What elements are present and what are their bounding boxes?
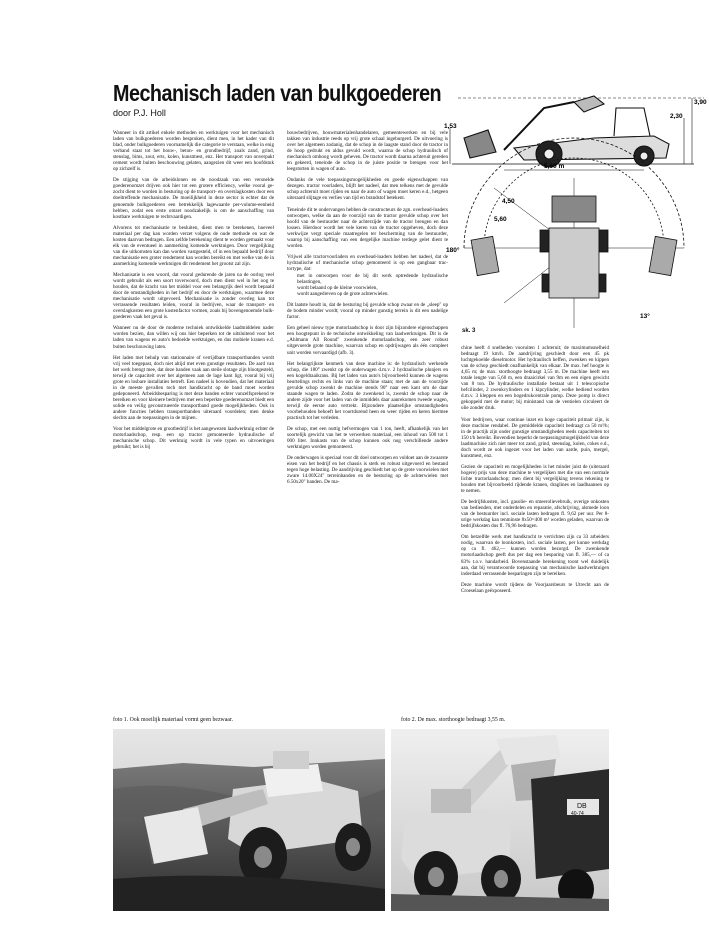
paragraph: bouwbedrijven, bouwmaterialenhandelaren, gemeentewerken en bij vele takken van industrie reeds op vrij grote schaal ingeburgerd. De uitvoering is over het algemeen zodanig, dat de schop in de laagste stand door de tractor in de hoop gedrukt en aldus gevuld wordt, waarna de schop hydraulisch of mechanisch omhoog wordt geheven. De tractor wordt daarna achteruit gereden en gekeerd, teneinde de schop in de juiste positie te brengen voor het leegstorten in wagen of auto.	[287, 130, 448, 173]
text-column-1	[113, 130, 274, 712]
side-view	[450, 96, 704, 170]
paragraph: Een geheel nieuw type motorlaadschop is door zijn bijzondere eigenschappen een hoogtepunt in de technische ontwikkeling van laadwerktuigen. Dit is de „Ahlmann All Round" zwenkende motorlaadschop, een zeer robust uitgevoerde grote machine, waarvan schop en opdrijwagen als één compleet unit worden vervaardigd (afb. 3).	[287, 325, 448, 356]
dimension-label: 5,60	[494, 216, 507, 223]
photo-caption-1: foto 1. Ook moeilijk materiaal vormt geen bezwaar.	[113, 717, 233, 723]
paragraph: Dit laatste houdt in, dat de besturing bij gevulde schop zwaar en de „sleep" op de bodem minder wordt; vooral op minder gunstig terrein is dit een nadelige factor.	[287, 302, 448, 321]
photo-loader-truck	[391, 729, 609, 911]
dimension-label: 3,90	[694, 99, 707, 106]
dimension-label: 13°	[640, 313, 650, 320]
paragraph: Mechanisatie is een woord, dat vooral gedurende de jaren na de oorlog veel wordt gebruikt als een soort toverwoord, doch men dient wel in het oog te houden, dat de kracht van het middel voor een belangrijk deel wordt bepaald door de omstandigheden in het bedrijf en door de werktuigen, waarmee deze mechanisatie wordt uitgevoerd. Mechanisatie is zonder overleg kan tot verrassende resultaten leiden, vooral in bedrijven, waar de transport- en overslagkosten een grote kostenfactor vormen, zoals bij bovengenoemde bulkgoederen vaak het geval is.	[113, 271, 274, 321]
dimension-label: 2,30	[670, 113, 683, 120]
paragraph: Voor het middelgrote en grootbedrijf is het aangewezen laadwerktuig echter de motorlaadschop, resp. een op tractor gemonteerde hydraulische of mechanische schop. Dit werktuig wordt in vele typen en uitvoeringen gebruikt; het is bij	[113, 426, 274, 451]
list-item: wordt aangedreven op de grote achterwielen.	[297, 291, 389, 298]
paragraph: Teneinde dit te ondervangen hebben de constructeurs de zgn. overhead-loaders ontworpen, welke da aan de voorzijd van de tractor gevulde schop over het hoofd van de bestuurder naar de achterzijde van de tractor brengen en dan lossen. Hierdoor wordt het vele keren van de tractor opgeheven, doch deze werkwijze vergt speciale maatregelen ter bescherming van de bestuurder, waarop bij aanschaffing van een dergelijke machine terdege gelet dient te worden.	[287, 206, 448, 249]
paragraph: chine heeft 4 snelheden vooruiten 1 achteruit; de maximumsnelheid bedraagt 19 km/h. De aandrijving geschiedt door een 45 pk luchtgekoelde dieselmotor. Het hydraulisch heffen, zwenken en kippen van de schop geschiedt onafhankelijk van elkaar. De max. hef hoogte is 4,65 m; de max. storthoogte bedraagt 3,55 m. De machine heeft een totale lengte van 5,60 m, een draaicirkel van 9m en een eigen gewicht van 8 ton. De hydraulische installatie bestaat uit 1 telescopische hefcilinder, 2 zwenkcylinders en 1 kipcylinder, welke bediend worden d.m.v. 3 kleppen en een hogedrukcentrale pomp. Deze pomp is direct gekoppeld met de motor; bij ministand van de ventielen circuleert de olie zonder druk.	[461, 345, 609, 412]
text-column-3	[461, 345, 609, 712]
technical-drawing	[444, 78, 709, 346]
dimension-label: 180°	[446, 247, 460, 254]
photo-loader-field	[113, 729, 385, 911]
paragraph: Gezien de capaciteit en mogelijkheden is het minder juist de (uiteraard hogere) prijs van deze machine te vergelijken met die van een normale lichte tractorlaadschop; men dient bij vergelijking tevens rekening te houden met bijvoorbeeld rijdende kranen, draglines en laadbaansen op te nemen.	[461, 463, 609, 495]
dimension-label: 5,60 m	[544, 163, 565, 170]
paragraph: De onderwagen is speciaal voor dit doel ontworpen en voldoet aan de zwaarste eisen van het bedrijf en het chassis is sterk en robust uitgevoerd en bestand tegen hoge belasting. De aandrijving geschiedt het op de grote voorwielen met zware 14.00X24" terreinbanden en de besturing op de achterwielen met 6.50x20" banden. De ma-	[287, 455, 448, 486]
drawing-label: sk. 3	[462, 328, 476, 334]
dimension-label: 4,50	[502, 198, 515, 205]
paragraph: Voor bedrijven, waar continue inzet en hoge capaciteit primair zijn, is deze machine rendabel. De gemiddelde capaciteit bedraagt ca 50 m³/h; in de practijk zijn onder gunstige omstandigheden reeds capaciteiten tot 150 t/h bereikt. Bovendien beperkt de toepassingsmogelijkheid van deze laadmachine zich niet meer tot zand, grind, steenslag, kolen, cokes e.d., doch wordt ze ook ingezet voor het laden van aarde, puin, mergel, kunstmest, enz.	[461, 416, 609, 459]
article-byline: door P.J. Holl	[113, 108, 166, 118]
paragraph: Wanneer in dit artikel enkele methoden en werktuigen voor het mechanisch laden van bulkgoederen worden besproken, dient men, in het kader van dit blad, onder bulkgoederen voornamelijk die categorie te verstaan, welke in enig verband staat tot het bouw-, beton- en grondbedrijf, zoals zand, grind, stenslag, bims, zout, erts, kolen, kunstmest, enz. Het transport van onverpakt cement wordt buiten beschouwing gelaten, aangezien dit weer een hoofdstuk op zichzelf is.	[113, 130, 274, 173]
paragraph: De schop, met een nuttig hefvermogen van 1 ton, heeft, afhankelijk van het soortelijk gewicht van het te verwerken materiaal, een inhoud van 500 tot 1 000 liter. Innkasts van de schop kunnen ook nog verschillende andere werktuigen worden gemonteerd.	[287, 426, 448, 451]
plan-view	[464, 138, 684, 328]
list-item: wordt belaand op de kleine voorwielen,	[297, 285, 378, 292]
paragraph: Deze machine wordt tijdens de Voorjaarsbeurs te Utrecht aan de Croeselaan geëxposeerd.	[461, 581, 609, 594]
paragraph: De bedrijfskosten, incl. gasolie- en smeerolievebruik, overige onkosten van bedienden, met onderdelen en reparatie, afschrijving, alsmede loon van de bestuurder incl. sociale lasten bedragen fl. 9,62 per uur. Per 8-urige werkdag kan tenminste 8x50=400 m³ worden geladen, waarvan de bedrijfskosten dus fl. 76,96 bedragen.	[461, 499, 609, 530]
text-column-2	[287, 130, 448, 712]
list-item: met in ontworpen voor de bij dit werk optredende hydraulische belastingen,	[297, 272, 448, 286]
paragraph: De stijging van de arbeidslonen en de noodzaak van een versnelde goederenomzet drijven ook hier tot een grotere efficiency, welke vooral gezocht dient te worden in besturing op de transport- en overslagkosten door een doeltreffende mechanisatie. De moeilijkheid in deze sector is echter dat de genoemde bulkgoederen een betrekkelijk lagewaarde per-volume-eenheid hebben, zodat een erste omzet noodzakelijk is om de aanschaffing van kostbare werktuigen te rechtvaardigen.	[113, 177, 274, 220]
truck-plate-line-2: 40-74	[571, 811, 584, 817]
paragraph: Het laden met behulp van stationnaire of verrijdbare transportbanden wordt vrij veel toegepast, doch niet altijd met even gunstige resultaten. De aard van het werk brengt mee, dat deze banden vaak aan steile slotage zijn blootgesteld, terwijl de capaciteit over het algemeen aan de lage kant ligt, vooral bij vrij grote en losbare installaties betreft. Een nadeel is bovendien, dat het materiaal in de meeste gevallen toch met handkracht op de band moet worden gedeponeerd. Arbeidsbesparing is met deze banden echter vanzelfsprekend te bereiken en voor kleinere bedrijven met een beperkte goederenomzet biedt een solide en veilig geconstrueerde transportband goede mogelijkheden. Ook in andere functies hebben transportbanden uiteraard voordelen; men denke slechts aan de toepassingen in de mijnen.	[113, 354, 274, 422]
paragraph: Ondanks de vele toepassingsmogelijkheden en goede eigenschappen van dezegen. tractor voorladers, blijft het nadeel, dat men telkens met de gevulde schop achteruit moet rijden en naar de auto of wagen moet keren e.d., hetgeen uiteraard slijtage en verlies van tijd en brandstof betekent.	[287, 177, 448, 202]
paragraph: Alvorens tot mechanisatie te besluiten, dient men te berekenen, hoeveel materiaal per dag kan worden verzet volgens de oude methode en wat de kosten daarvan bedragen. Een zelfde berekening dient te worden gemaakt voor elk van de eventueel in aanmerking komende werktuigen. Door vergelijking van die uitkomsten kan dan worden vastgesteld, of in een bepaald bedrijf door mechanisatie een groter rendement kan worden bereikt en met welke van de in aanmerking komende werktuigen dit rendement het grootst zal zijn.	[113, 224, 274, 267]
article-title: Mechanisch laden van bulkgoederen	[113, 80, 442, 106]
paragraph: Het belangrijkste kenmerk van deze machine is: de hydraulisch werkende schop, die 180° zwenkt op de onderwagen d.m.v. 2 hydraulische plunjers en een kogeldraaikrans. Bij het laden van auto's bijvoorbeeld kunnen de wagens beurtelings rechts en links van de machine staan; met de aan de voorzijde gevulde schop zwenkt de machine stends 90° naar een kant om de daar staande wagen te laden. Zodra de zwenkend is, zwenkt de schop naar de andere zijde voor het laden van de inmiddels daar aanrekomen tweede wagen, terwijl de eerste auto vertrekt. Bijzondere plaatselijke omstandigheden voorbehouden behoeft het voortdurend heen en weer rijden en keren hiermee practisch tot het verleden.	[287, 360, 448, 421]
dimension-label: 1,53	[444, 123, 457, 130]
paragraph: Om hetzelfde werk met handkracht te verrichten zijn ca 33 arbeiders nodig, waarvan de loonkosten, incl. sociale lasten, per kunne werkdag op ca fl. 462,— kunnen worden bezorgd. De zwenkende motorlaadschop geeft dus per dag een besparing van fl. 385,— of ca 83% t.o.v. handarbeid. Bovenstaande berekening toont wel duidelijk aan, dat bij verantwoorde toepassing van mechanische laadwerktuigen inderdaad verrassende besparingen zijn te bereiken.	[461, 534, 609, 577]
paragraph: Wanneer nu de door de moderne techniek ontwikkelde laadmiddelen nader worden bezien, dan willen wij ons hier beperken tot de uitsluitend voor het laden van wagens en auto's bedoelde werktuigen, en dus mobiele kranen e.d. buiten beschouwing laten.	[113, 325, 274, 350]
truck-plate-line-1: DB	[577, 803, 587, 810]
photo-caption-2: foto 2. De max. storthoogte bedraagt 3,55 m.	[401, 717, 506, 723]
paragraph: Vrijwel alle tractorvoorladers en overhead-loaders hebben het nadeel, dat de hydraulische of mechanische schop gemonteerd is op een gangbaar tractortype, dat:	[287, 253, 448, 272]
